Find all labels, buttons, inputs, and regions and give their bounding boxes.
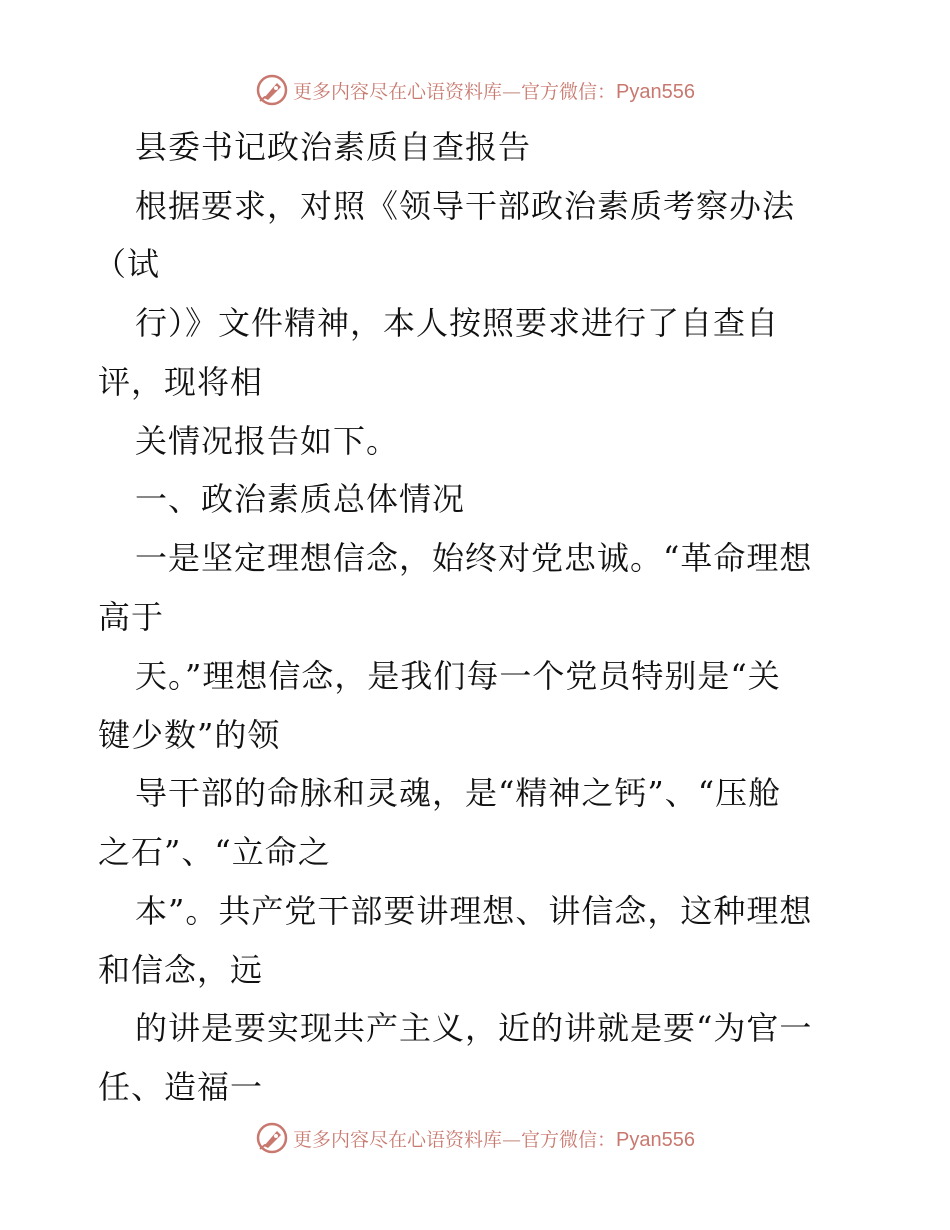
header-banner-cn: 更多内容尽在心语资料库 <box>293 80 503 103</box>
paragraph-line: （试 <box>94 245 161 283</box>
document-title: 县委书记政治素质自查报告 <box>135 128 532 166</box>
header-banner-dash: — <box>502 80 522 103</box>
paragraph-line: 键少数”的领 <box>98 716 281 754</box>
paragraph-line: 天。”理想信念，是我们每一个党员特别是“关 <box>135 657 781 695</box>
header-banner-wechat-id: Pyan556 <box>616 80 695 103</box>
paragraph-line: 行）》文件精神，本人按照要求进行了自查自 <box>135 304 780 342</box>
paragraph-line: 高于 <box>98 598 165 636</box>
paragraph-line: 导干部的命脉和灵魂，是“精神之钙”、“压舱 <box>135 774 782 812</box>
paragraph-line: 关情况报告如下。 <box>135 422 400 460</box>
paragraph-line: 根据要求，对照《领导干部政治素质考察办法 <box>135 187 796 225</box>
paragraph-line: 的讲是要实现共产主义，近的讲就是要“为官一 <box>135 1009 813 1047</box>
paragraph-line: 任、造福一 <box>98 1068 264 1106</box>
header-watermark-text <box>293 77 695 104</box>
pen-nib-logo-icon <box>255 1121 289 1155</box>
footer-banner-official: 官方微信： <box>521 1128 617 1151</box>
header-banner-official: 官方微信： <box>521 80 617 103</box>
footer-watermark-text <box>293 1125 695 1152</box>
footer-banner-wechat-id: Pyan556 <box>616 1128 695 1151</box>
pen-nib-logo-icon <box>255 73 289 107</box>
footer-watermark-banner <box>0 1118 950 1158</box>
paragraph-line: 之石”、“立命之 <box>98 833 331 871</box>
paragraph-line: 本”。共产党干部要讲理想、讲信念，这种理想 <box>135 892 813 930</box>
paragraph-line: 一是坚定理想信念，始终对党忠诚。“革命理想 <box>135 539 813 577</box>
paragraph-line: 评，现将相 <box>98 363 264 401</box>
header-watermark-banner <box>0 70 950 110</box>
footer-banner-cn: 更多内容尽在心语资料库 <box>293 1128 503 1151</box>
paragraph-line: 和信念，远 <box>98 951 264 989</box>
section-heading: 一、政治素质总体情况 <box>135 480 466 518</box>
footer-banner-dash: — <box>502 1128 522 1151</box>
